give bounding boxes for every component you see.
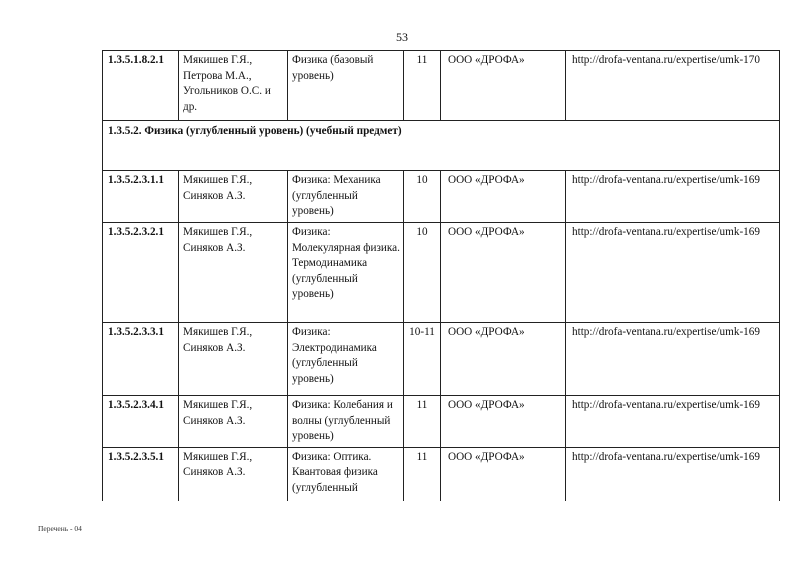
table-row [103, 447, 780, 501]
page-number: 53 [396, 30, 408, 44]
entry-authors: Мякишев Г.Я., Синяков А.З. [179, 171, 288, 223]
entry-link[interactable]: http://drofa-ventana.ru/expertise/umk-170 [566, 51, 780, 121]
entry-publisher: ООО «ДРОФА» [441, 323, 566, 396]
entry-code: 1.3.5.2.3.3.1 [103, 323, 179, 396]
entry-grade: 11 [404, 447, 441, 501]
entry-link[interactable]: http://drofa-ventana.ru/expertise/umk-169 [566, 396, 780, 448]
entry-link[interactable]: http://drofa-ventana.ru/expertise/umk-169 [566, 171, 780, 223]
entry-title: Физика: Электродинамика (углубленный уровень) [288, 323, 404, 396]
entry-title: Физика: Оптика. Квантовая физика (углубленный [288, 447, 404, 501]
entry-code: 1.3.5.1.8.2.1 [103, 51, 179, 121]
entry-link[interactable]: http://drofa-ventana.ru/expertise/umk-169 [566, 223, 780, 323]
entry-title: Физика: Колебания и волны (углубленный уровень) [288, 396, 404, 448]
entry-publisher: ООО «ДРОФА» [441, 447, 566, 501]
entry-publisher: ООО «ДРОФА» [441, 51, 566, 121]
entry-link[interactable]: http://drofa-ventana.ru/expertise/umk-169 [566, 323, 780, 396]
entry-code: 1.3.5.2.3.2.1 [103, 223, 179, 323]
entry-title: Физика: Молекулярная физика. Термодинамика (углубленный уровень) [288, 223, 404, 323]
entry-code: 1.3.5.2.3.1.1 [103, 171, 179, 223]
entry-authors: Мякишев Г.Я., Петрова М.А., Угольников О.С. и др. [179, 51, 288, 121]
entry-grade: 10-11 [404, 323, 441, 396]
entry-publisher: ООО «ДРОФА» [441, 223, 566, 323]
entry-authors: Мякишев Г.Я., Синяков А.З. [179, 323, 288, 396]
section-heading: 1.3.5.2. Физика (углубленный уровень) (учебный предмет) [103, 121, 780, 171]
entry-authors: Мякишев Г.Я., Синяков А.З. [179, 396, 288, 448]
table-row [103, 51, 780, 121]
table-row [103, 323, 780, 396]
entry-grade: 11 [404, 51, 441, 121]
textbook-list-table [102, 50, 780, 501]
entry-code: 1.3.5.2.3.5.1 [103, 447, 179, 501]
table-row [103, 396, 780, 448]
entry-link[interactable]: http://drofa-ventana.ru/expertise/umk-169 [566, 447, 780, 501]
entry-title: Физика (базовый уровень) [288, 51, 404, 121]
section-row [103, 121, 780, 171]
entry-grade: 11 [404, 396, 441, 448]
entry-grade: 10 [404, 171, 441, 223]
entry-authors: Мякишев Г.Я., Синяков А.З. [179, 447, 288, 501]
entry-authors: Мякишев Г.Я., Синяков А.З. [179, 223, 288, 323]
page-footer: Перечень - 04 [38, 524, 82, 533]
table-row [103, 223, 780, 323]
entry-title: Физика: Механика (углубленный уровень) [288, 171, 404, 223]
entry-grade: 10 [404, 223, 441, 323]
entry-publisher: ООО «ДРОФА» [441, 396, 566, 448]
entry-publisher: ООО «ДРОФА» [441, 171, 566, 223]
entry-code: 1.3.5.2.3.4.1 [103, 396, 179, 448]
table-row [103, 171, 780, 223]
